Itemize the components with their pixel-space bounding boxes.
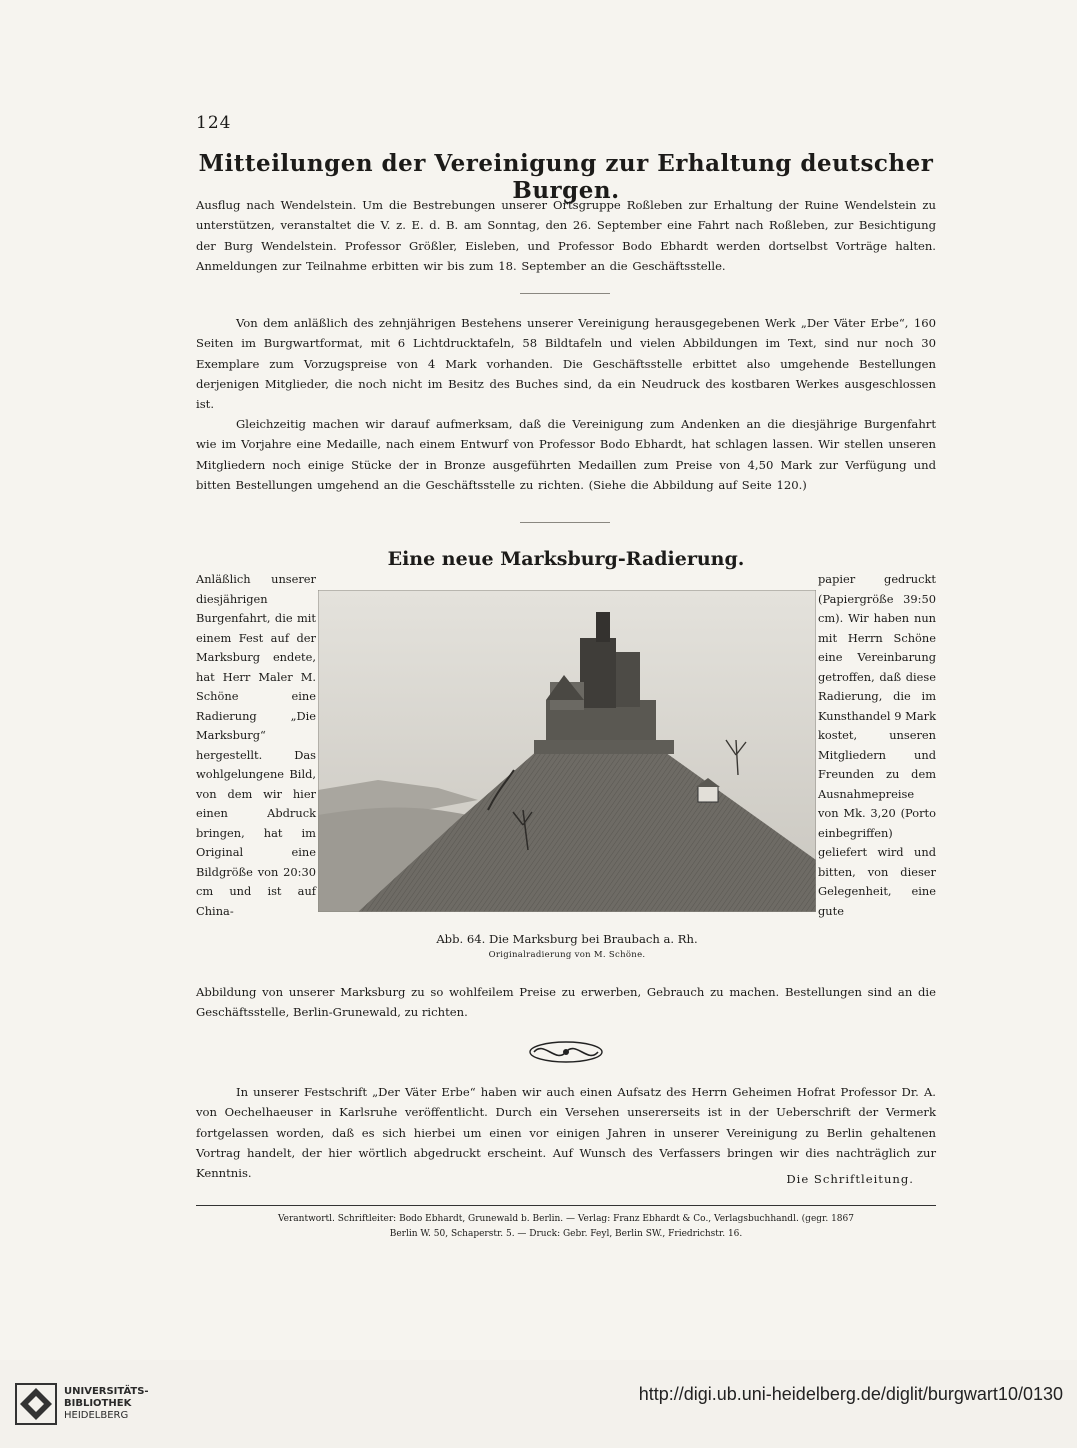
library-name xyxy=(64,1386,149,1422)
page-title: Mitteilungen der Vereinigung zur Erhaltung deutscher Burgen. xyxy=(198,150,934,204)
imprint-line-1: Verantwortl. Schriftleiter: Bodo Ebhardt, Grunewald b. Berlin. — Verlag: Franz Ebhardt & Co., Verlagsbuchhandl. (gegr. 1867 xyxy=(278,1214,854,1224)
source-url-link[interactable]: http://digi.ub.uni-heidelberg.de/diglit/burgwart10/0130 xyxy=(638,1384,1063,1404)
section-divider xyxy=(520,522,610,523)
paragraph-book-offer: Von dem anläßlich des zehnjährigen Bestehens unserer Vereinigung herausgegebenen Werk „Der Väter Erbe“, 160 Seiten im Burgwartformat, mit 6 Lichtdrucktafeln, 58 Bildtafeln und vielen Abbildungen im Text, sind nur noch 30 Exemplare zum Vorzugspreise von 4 Mark vorhanden. Die Geschäftsstelle erbittet also umgehende Bestellungen derjenigen Mitglieder, die noch nicht im Besitz des Buches sind, da ein Neudruck des kostbaren Werkes ausgeschlossen ist. xyxy=(196,316,936,412)
paragraph-medal: Gleichzeitig machen wir darauf aufmerksam, daß die Vereinigung zum Andenken an die diesjährige Burgenfahrt wie im Vorjahre eine Medaille, nach einem Entwurf von Professor Bodo Ebhardt, hat schlagen lassen. Wir stellen unseren Mitgliedern noch einige Stücke der in Bronze ausgeführten Medaillen zum Preise von 4,50 Mark zur Verfügung und bitten Bestellungen umgehend an die Geschäftsstelle zu richten. (Siehe die Abbildung auf Seite 120.) xyxy=(196,417,936,492)
figure-caption: Abb. 64. Die Marksburg bei Braubach a. Rh. xyxy=(436,932,698,946)
library-name-line-2: BIBLIOTHEK xyxy=(64,1398,132,1409)
imprint-line-2: Berlin W. 50, Schaperstr. 5. — Druck: Gebr. Feyl, Berlin SW., Friedrichstr. 16. xyxy=(389,1229,743,1239)
paragraph-correction-notice: In unserer Festschrift „Der Väter Erbe“ haben wir auch einen Aufsatz des Herrn Geheimen Hofrat Professor Dr. A. von Oechelhaeuser in Karlsruhe veröffentlicht. Durch ein Versehen unsererseits ist in der Ueberschrift der Vermerk fortgelassen worden, daß es sich hierbei um einen vor einigen Jahren in unserer Vereinigung zu Berlin gehaltenen Vortrag handelt, der hier wörtlich abgedruckt erscheint. Auf Wunsch des Verfassers bringen wir dies nachträglich zur Kenntnis. xyxy=(196,1085,936,1181)
university-library-logo-icon xyxy=(14,1382,58,1426)
section-divider xyxy=(520,293,610,294)
paragraph-excursion: Ausflug nach Wendelstein. Um die Bestrebungen unserer Ortsgruppe Roßleben zur Erhaltung der Ruine Wendelstein zu unterstützen, veranstaltet die V. z. E. d. B. am Sonntag, den 26. September eine Fahrt nach Roßleben, zur Besichtigung der Burg Wendelstein. Professor Größler, Eisleben, und Professor Bodo Ebhardt werden dortselbst Vorträge halten. Anmeldungen zur Teilnahme erbitten wir bis zum 18. September an die Geschäftsstelle. xyxy=(196,198,936,273)
page-number: 124 xyxy=(196,113,232,133)
section-heading: Eine neue Marksburg-Radierung. xyxy=(387,548,745,570)
library-name-line-3: HEIDELBERG xyxy=(64,1410,129,1421)
figure-credit: Originalradierung von M. Schöne. xyxy=(488,950,646,960)
marksburg-etching-image xyxy=(318,590,816,912)
right-column-text: papier gedruckt (Papiergröße 39:50 cm). Wir haben nun mit Herrn Schöne eine Vereinbarung getroffen, daß diese Radierung, die im Kunsthandel 9 Mark kostet, unseren Mitgliedern und Freunden zu dem Ausnahmepreise von Mk. 3,20 (Porto einbegriffen) geliefert wird und bitten, von dieser Gelegenheit, eine gute xyxy=(818,572,936,918)
publisher-imprint xyxy=(196,1212,936,1242)
footer-divider xyxy=(196,1205,936,1206)
library-name-line-1: UNIVERSITÄTS- xyxy=(64,1386,149,1397)
left-column-text: Anläßlich unserer diesjährigen Burgenfahrt, die mit einem Fest auf der Marksburg endete, hat Herr Maler M. Schöne eine Radierung „Die Marksburg“ hergestellt. Das wohlgelungene Bild, von dem wir hier einen Abdruck bringen, hat im Original eine Bildgröße von 20:30 cm und ist auf China- xyxy=(196,572,316,918)
decorative-ornament-icon xyxy=(526,1038,606,1066)
signature: Die Schriftleitung. xyxy=(786,1172,914,1186)
paragraph-etching-continuation: Abbildung von unserer Marksburg zu so wohlfeilem Preise zu erwerben, Gebrauch zu machen. Bestellungen sind an die Geschäftsstelle, Berlin-Grunewald, zu richten. xyxy=(196,985,936,1020)
